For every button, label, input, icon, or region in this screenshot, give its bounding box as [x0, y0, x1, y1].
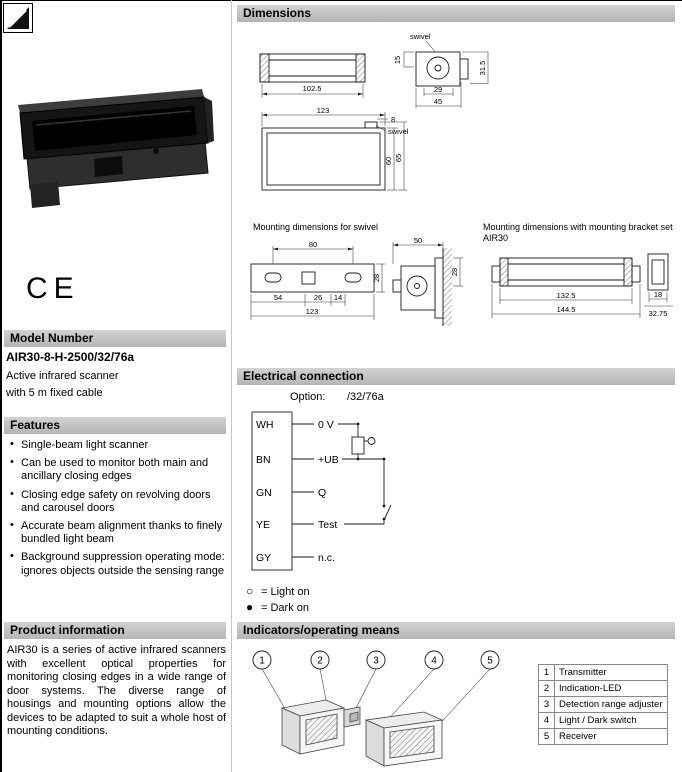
callout-1-num: 1 — [259, 655, 265, 667]
dim-swivel-15: 15 — [393, 55, 402, 65]
dim-br-32-75: 32.75 — [648, 309, 668, 318]
wire-terminal-test: Test — [318, 519, 338, 531]
table-row — [539, 681, 668, 697]
row-label: Receiver — [555, 729, 668, 745]
label-swivel: swivel — [410, 32, 431, 41]
row-label: Transmitter — [555, 665, 668, 681]
indicators-diagram — [238, 646, 536, 770]
row-label: Detection range adjuster — [555, 697, 668, 713]
dim-br-18: 18 — [653, 290, 663, 299]
dim-mt-123: 123 — [305, 307, 319, 316]
feature-item: • Closing edge safety on revolving doors and carousel doors — [7, 489, 226, 515]
row-label: Indication-LED — [555, 681, 668, 697]
drawing-front-view — [248, 106, 412, 214]
brand-logo — [3, 3, 33, 33]
features-list — [7, 439, 226, 583]
wire-color-bn: BN — [256, 454, 271, 466]
section-header-dimensions: Dimensions — [237, 5, 675, 22]
callout-3-num: 3 — [373, 655, 379, 667]
row-label: Light / Dark switch — [555, 713, 668, 729]
dim-mt-54: 54 — [273, 293, 283, 302]
page-left-border — [0, 0, 2, 772]
option-value: /32/76a — [347, 391, 384, 403]
section-header-product-info: Product information — [4, 622, 226, 639]
indicators-table — [538, 664, 668, 745]
caption-mounting-bracket: Mounting dimensions with mounting bracket set AIR30 — [483, 222, 673, 243]
test-switch-symbol — [384, 505, 391, 520]
table-row — [539, 729, 668, 745]
feature-item: • Accurate beam alignment thanks to finely bundled light beam — [7, 520, 226, 546]
drawing-mounting-top — [243, 238, 389, 330]
dark-on-symbol: ● — [246, 600, 254, 614]
caption-mounting-swivel: Mounting dimensions for swivel — [253, 222, 379, 232]
dim-wall-50: 50 — [413, 236, 423, 245]
wire-color-ye: YE — [256, 519, 271, 531]
wire-terminal-ub: +UB — [318, 454, 339, 466]
wiring-diagram — [240, 406, 540, 578]
callout-2-num: 2 — [317, 655, 323, 667]
product-info-text: AIR30 is a series of active infrared scanners with excellent optical properties for monitoring closing edges in a wide range of door systems. The diverse range of housings and mounting options allow the devices to be adapted to suit a whole host of mounting conditions. — [7, 644, 226, 737]
wire-color-wh: WH — [256, 419, 274, 431]
load-resistor-symbol — [352, 437, 364, 454]
row-num: 4 — [539, 713, 555, 729]
callout-5-num: 5 — [487, 655, 493, 667]
dim-br-144-5: 144.5 — [556, 305, 576, 314]
product-photo-drawing — [6, 85, 221, 215]
row-num: 1 — [539, 665, 555, 681]
dim-front-8: 8 — [391, 115, 396, 124]
page-top-border — [0, 0, 682, 1]
label-front-swivel: swivel — [388, 127, 409, 136]
dim-br-132-5: 132.5 — [556, 291, 576, 300]
wire-color-gy: GY — [256, 552, 272, 564]
feature-item: • Can be used to monitor both main and ancillary closing edges — [7, 457, 226, 483]
feature-item: • Background suppression operating mode: ignores objects outside the sensing range — [7, 551, 226, 577]
output-indicator-symbol — [368, 438, 375, 445]
light-on-symbol: ○ — [246, 584, 254, 598]
dim-mt-80: 80 — [308, 240, 318, 249]
dim-side-length: 102.5 — [302, 84, 322, 93]
ce-mark: CE — [26, 272, 80, 305]
legend-dark-on — [246, 600, 309, 614]
dim-mt-14: 14 — [333, 293, 343, 302]
dim-swivel-29: 29 — [433, 85, 443, 94]
wire-terminal-0v: 0 V — [318, 419, 334, 431]
light-on-label: = Light on — [261, 586, 310, 598]
option-label: Option: — [290, 391, 326, 403]
row-num: 3 — [539, 697, 555, 713]
dim-wall-28: 28 — [450, 267, 459, 277]
section-header-electrical: Electrical connection — [237, 368, 675, 385]
dim-swivel-45: 45 — [433, 97, 443, 106]
table-row — [539, 665, 668, 681]
section-header-model-number: Model Number — [4, 330, 226, 347]
row-num: 2 — [539, 681, 555, 697]
section-header-features: Features — [4, 417, 226, 434]
model-number: AIR30-8-H-2500/32/76a — [6, 350, 135, 364]
dark-on-label: = Dark on — [261, 602, 309, 614]
callout-4-num: 4 — [431, 655, 437, 667]
dim-front-65: 65 — [394, 153, 403, 163]
brand-logo-icon — [4, 4, 32, 32]
legend-light-on — [246, 584, 310, 598]
dim-front-123: 123 — [316, 106, 330, 115]
product-photo — [6, 85, 221, 215]
drawing-bracket-set — [478, 236, 678, 332]
section-header-indicators: Indicators/operating means — [237, 622, 675, 639]
wire-terminal-q: Q — [318, 487, 327, 499]
dim-front-60: 60 — [384, 156, 393, 166]
model-desc-2: with 5 m fixed cable — [6, 387, 103, 399]
wire-terminal-nc: n.c. — [318, 552, 335, 564]
wire-color-gn: GN — [256, 487, 272, 499]
sensor-isometric-drawing — [282, 700, 442, 766]
dim-mt-26: 26 — [313, 293, 323, 302]
table-row — [539, 697, 668, 713]
column-divider — [231, 0, 232, 772]
row-num: 5 — [539, 729, 555, 745]
feature-item: • Single-beam light scanner — [7, 439, 226, 452]
model-desc-1: Active infrared scanner — [6, 370, 119, 382]
drawing-housing-side-view — [250, 44, 380, 104]
drawing-swivel-view — [388, 30, 506, 114]
table-row — [539, 713, 668, 729]
dim-swivel-31-5: 31.5 — [478, 60, 487, 76]
dim-mt-28: 28 — [372, 273, 381, 283]
drawing-wall-mount — [385, 236, 467, 332]
